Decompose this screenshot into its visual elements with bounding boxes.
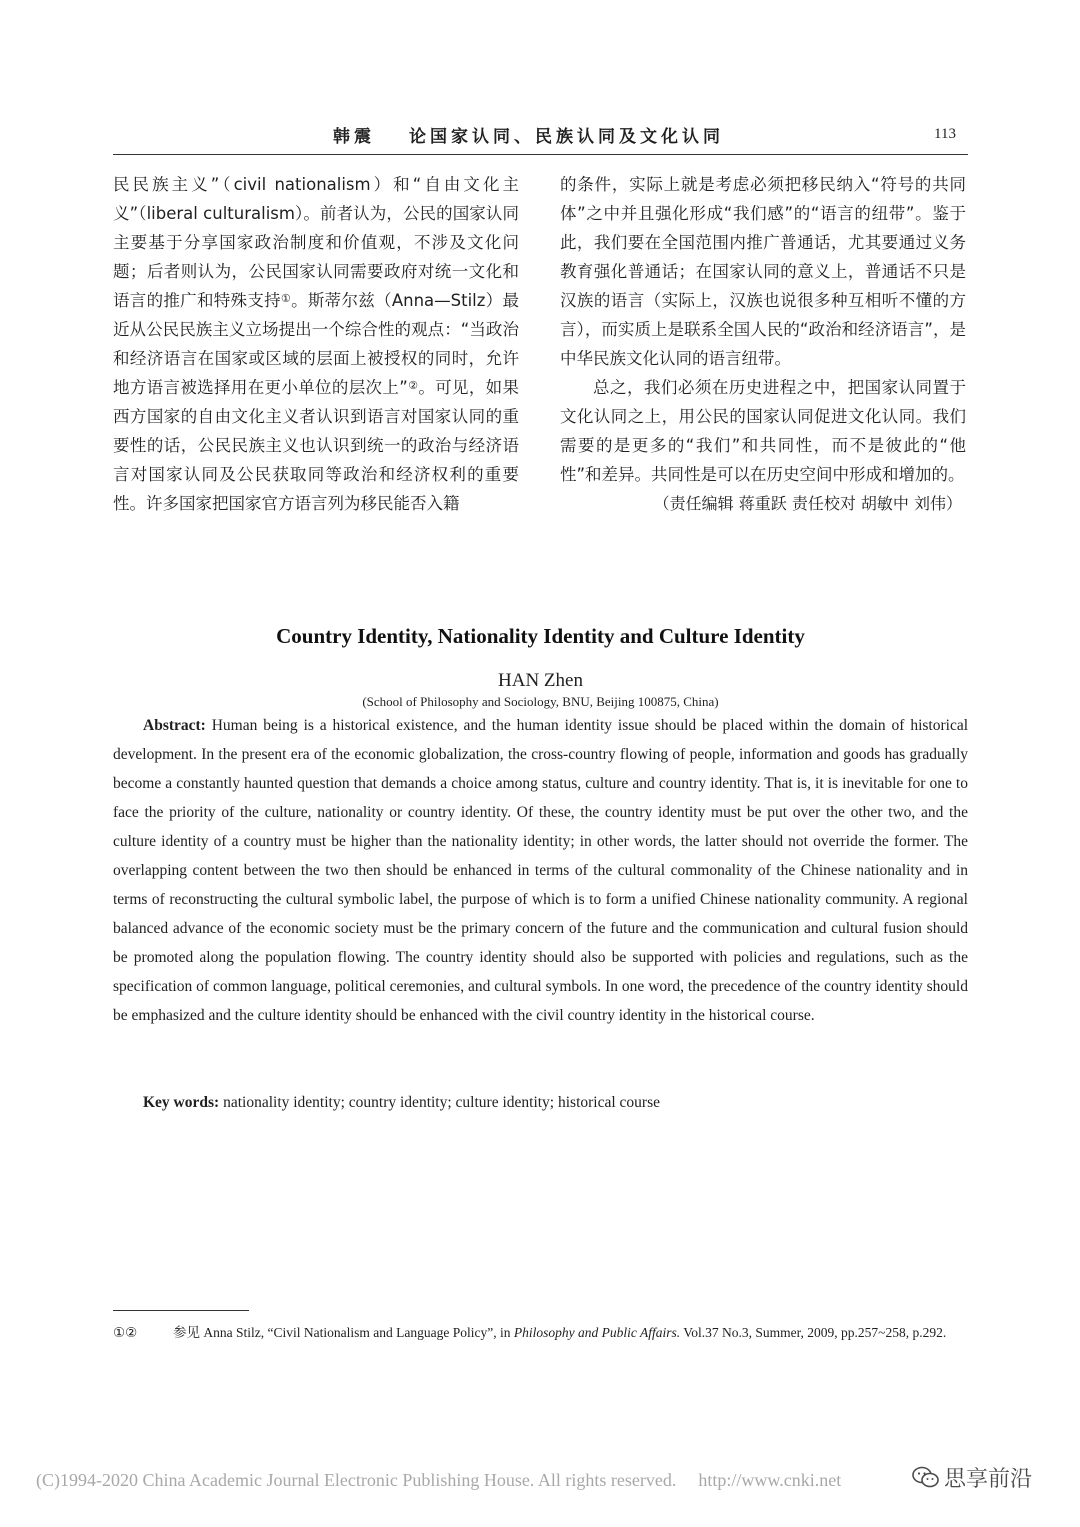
copyright-footer [36,1470,841,1491]
footnote-text-b: Vol.37 No.3, Summer, 2009, pp.257~258, p.292. [680,1325,947,1340]
watermark [906,1462,1038,1493]
copyright-text: (C)1994-2020 China Academic Journal Electronic Publishing House. All rights reserved. [36,1470,677,1490]
keywords-label: Key words: [143,1094,220,1111]
page-number: 113 [934,126,956,142]
english-author: HAN Zhen [498,670,583,691]
left-paragraph [113,170,519,518]
editors-credit: （责任编辑 蒋重跃 责任校对 胡敏中 刘伟） [653,494,962,513]
keywords [113,1088,968,1117]
left-column [113,170,519,518]
keywords-text: nationality identity; country identity; culture identity; historical course [223,1094,660,1111]
left-text-c: 。可见，如果西方国家的自由文化主义者认识到语言对国家认同的重要性的话，公民民族主义也认识到统一的政治与经济语言对国家认同及公民获取同等政治和经济权利的重要性。许多国家把国家官方语言列为移民能否入籍 [113,378,519,513]
footnote [113,1322,1028,1344]
right-paragraph-1: 的条件，实际上就是考虑必须把移民纳入“符号的共同体”之中并且强化形成“我们感”的“语言的纽带”。鉴于此，我们要在全国范围内推广普通话，尤其要通过义务教育强化普通话；在国家认同的意义上，普通话不只是汉族的语言（实际上，汉族也说很多种互相听不懂的方言），而实质上是联系全国人民的“政治和经济语言”，是中华民族文化认同的语言纽带。 [560,175,966,368]
running-header [113,118,968,155]
wechat-icon [912,1466,940,1490]
footnote-marks: ①② [113,1325,138,1340]
footer-url[interactable]: http://www.cnki.net [698,1470,842,1490]
english-title: Country Identity, Nationality Identity and Culture Identity [276,624,805,648]
abstract-text: Human being is a historical existence, and the human identity issue should be placed within the domain of historical development. In the present era of the economic globalization, the cross-country flowing of people, information and goods has gradually become a constantly haunted question that demands a choice among status, culture and country identity. That is, it is inevitable for one to face the priority of the culture, nationality or country identity. Of these, the country identity must be put over the other two, and the culture identity of a country must be higher than the nationality identity; in other words, the latter should not override the former. The overlapping content between the two then should be enhanced in terms of the cultural commonality of the Chinese nationality and in terms of reconstructing the cultural symbolic label, the purpose of which is to form a unified Chinese nationality community. A regional balanced advance of the economic society must be the primary concern of the future and the communication and cultural fusion should be promoted along the population flowing. The country identity should also be supported with policies and regulations, such as the specification of common language, political ceremonies, and cultural symbols. In one word, the precedence of the country identity should be emphasized and the culture identity should be enhanced with the civil country identity in the historical course. [113,717,969,1024]
abstract [113,711,968,1030]
footnote-text-a: 参见 Anna Stilz, “Civil Nationalism and Language Policy”, in [173,1325,514,1340]
left-text-b: 。斯蒂尔兹（Anna—Stilz）最近从公民民族主义立场提出一个综合性的观点：“当政治和经济语言在国家或区域的层面上被授权的同时，允许地方语言被选择用在更小单位的层次上” [113,291,519,397]
left-text-a: 民民族主义”（civil nationalism）和“自由文化主义”（liberal culturalism）。前者认为，公民的国家认同主要基于分享国家政治制度和价值观，不涉及文化问题；后者则认为，公民国家认同需要政府对统一文化和语言的推广和特殊支持 [113,175,519,310]
header-title: 论国家认同、民族认同及文化认同 [409,127,724,147]
footnote-ref-1[interactable]: ① [280,292,292,305]
watermark-text: 思享前沿 [944,1467,1033,1492]
english-affiliation: (School of Philosophy and Sociology, BNU, Beijing 100875, China) [362,694,719,709]
abstract-label: Abstract: [143,717,206,734]
right-paragraph-2: 总之，我们必须在历史进程之中，把国家认同置于文化认同之上，用公民的国家认同促进文化认同。我们需要的是更多的“我们”和共同性，而不是彼此的“他性”和差异。共同性是可以在历史空间中形成和增加的。 [560,378,966,484]
footnote-journal: Philosophy and Public Affairs. [513,1325,681,1340]
header-author: 韩震 [333,127,375,147]
right-column [560,170,966,518]
footnote-ref-2[interactable]: ② [407,379,419,392]
footnote-divider [113,1310,249,1311]
